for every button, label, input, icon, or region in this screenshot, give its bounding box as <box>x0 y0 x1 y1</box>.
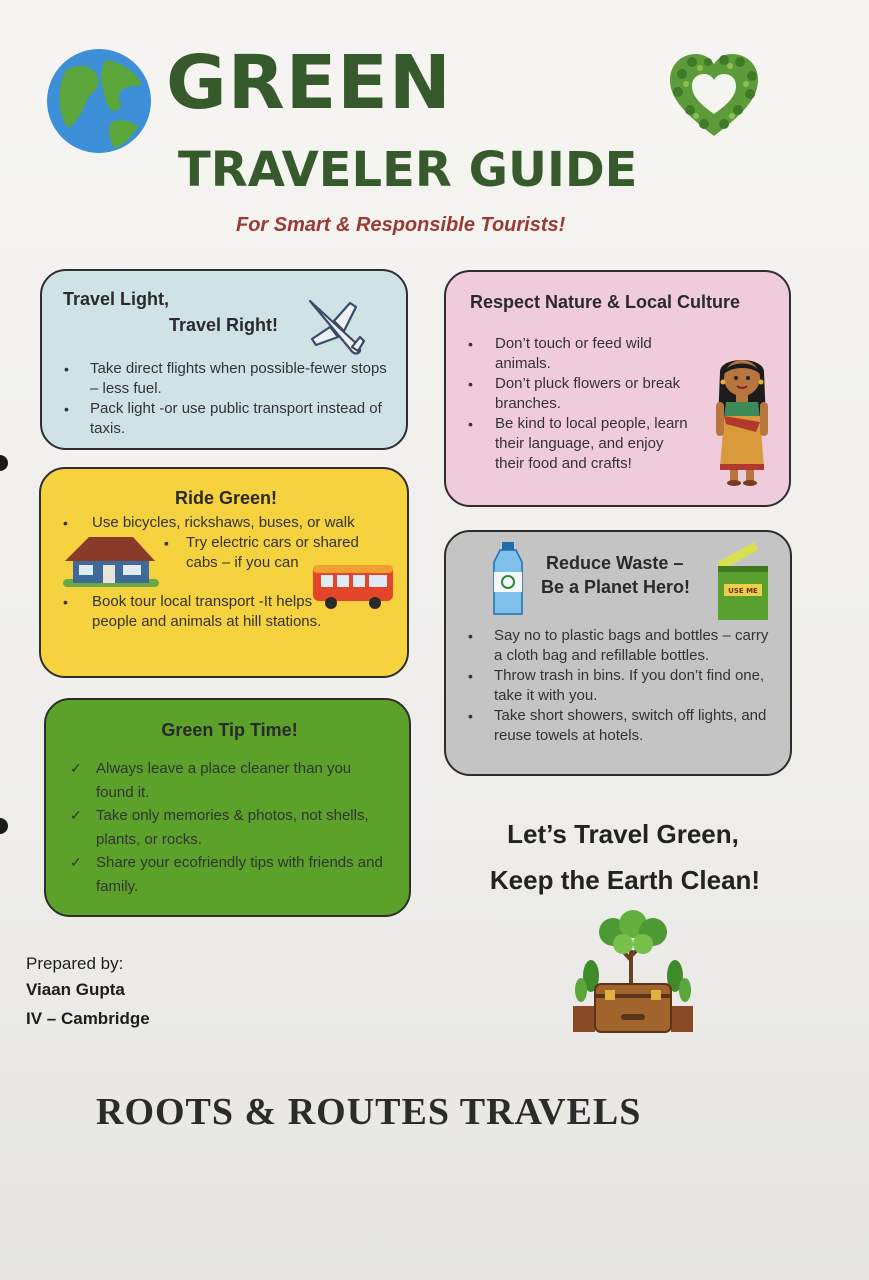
list-item: • Book tour local transport -It helps people and animals at hill stations. <box>41 592 346 632</box>
globe-icon <box>46 48 152 154</box>
punch-hole <box>0 818 8 834</box>
bin-label: USE ME <box>728 587 758 595</box>
card-title: Ride Green! <box>174 488 278 508</box>
prepared-class: IV – Cambridge <box>26 1009 150 1028</box>
card-title: Reduce Waste – <box>546 553 684 573</box>
slogan-line2: Keep the Earth Clean! <box>489 865 761 895</box>
suitcase-plants-icon <box>569 910 697 1034</box>
page-title: GREEN <box>166 40 452 126</box>
airplane-icon <box>306 297 364 359</box>
card-title: Respect Nature & Local Culture <box>470 292 741 312</box>
card-travel-light <box>40 269 408 450</box>
list-item: • Don’t touch or feed wild animals. <box>446 334 694 374</box>
list-item: ✓ Share your ecofriendly tips with friends and family. <box>46 851 391 898</box>
card-green-tip <box>44 698 411 917</box>
page-title-line2: TRAVELER GUIDE <box>178 142 638 198</box>
list-item: • Take direct flights when possible-fewer stops – less fuel. <box>42 359 390 399</box>
slogan-line1: Let’s Travel Green, <box>507 819 739 849</box>
card-title: Green Tip Time! <box>161 720 298 740</box>
list-item: • Use bicycles, rickshaws, buses, or walk <box>41 513 401 533</box>
list-item: ▪ Try electric cars or shared cabs – if you can <box>186 533 376 573</box>
prepared-label: Prepared by: <box>26 954 124 973</box>
list-item: ✓ Always leave a place cleaner than you found it. <box>46 757 391 804</box>
card-title: Travel Light, <box>63 289 170 309</box>
prepared-name: Viaan Gupta <box>26 980 125 999</box>
list-item: • Don’t pluck flowers or break branches. <box>446 374 694 414</box>
page-subtitle: For Smart & Responsible Tourists! <box>236 214 566 236</box>
brand-name: ROOTS & ROUTES TRAVELS <box>96 1091 642 1133</box>
list-item: • Be kind to local people, learn their language, and enjoy their food and crafts! <box>446 414 694 474</box>
list-item: ✓ Take only memories & photos, not shells, plants, or rocks. <box>46 804 391 851</box>
heart-wreath-icon <box>668 54 760 138</box>
water-bottle-icon <box>492 542 524 616</box>
list-item: • Say no to plastic bags and bottles – carry a cloth bag and refillable bottles. <box>446 626 776 666</box>
list-item: • Take short showers, switch off lights, and reuse towels at hotels. <box>446 706 776 746</box>
girl-illustration-icon <box>712 352 772 486</box>
card-reduce-waste <box>444 530 792 776</box>
card-ride-green <box>39 467 409 678</box>
list-item: • Throw trash in bins. If you don’t find one, take it with you. <box>446 666 776 706</box>
list-item: • Pack light -or use public transport instead of taxis. <box>42 399 390 439</box>
house-icon <box>63 533 159 589</box>
card-title-line2: Travel Right! <box>169 315 279 335</box>
card-title-line2: Be a Planet Hero! <box>541 577 691 597</box>
recycle-bin-icon <box>714 542 770 622</box>
card-respect-nature <box>444 270 791 507</box>
punch-hole <box>0 455 8 471</box>
